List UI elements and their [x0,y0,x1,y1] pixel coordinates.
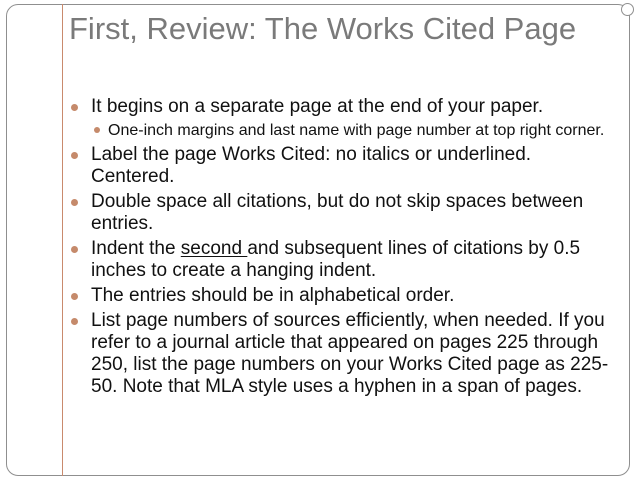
underlined-second-word: second [180,238,248,259]
corner-circle-decoration [621,3,634,16]
bullet-text: Double space all citations, but do not skip spaces between entries. [91,191,584,234]
bullet-dot-icon [71,152,78,159]
bullet-item-double-space [71,191,619,235]
bullet-text: It begins on a separate page at the end of your paper. [91,96,544,117]
bullet-dot-icon [71,318,78,325]
sub-bullet-item-margins [94,121,619,140]
bullet-item-label-page [71,144,619,188]
bullet-list [71,96,619,401]
bullet-dot-icon [71,104,78,111]
bullet-text-suffix: and subsequent lines of citations by 0.5 inches to create a hanging indent. [91,238,581,281]
bullet-dot-icon [94,127,100,133]
bullet-item-hanging-indent [71,238,619,282]
bullet-item-separate-page [71,96,619,118]
bullet-item-page-numbers [71,310,619,398]
bullet-text-prefix: Indent the [91,238,181,259]
bullet-dot-icon [71,246,78,253]
bullet-text: List page numbers of sources efficiently, when needed. If you refer to a journal article that appeared on pages 225 through 250, list the page numbers on your Works Cited page as 225-50. Note that MLA style uses a hyphen in a span of pages. [91,310,609,397]
bullet-dot-icon [71,293,78,300]
left-accent-line [62,4,63,476]
bullet-text: Label the page Works Cited: no italics or underlined. Centered. [91,144,532,187]
bullet-dot-icon [71,199,78,206]
bullet-text: The entries should be in alphabetical order. [91,285,455,306]
slide-title: First, Review: The Works Cited Page [69,11,577,46]
bullet-item-alphabetical [71,285,619,307]
sub-bullet-text: One-inch margins and last name with page number at top right corner. [108,122,605,139]
